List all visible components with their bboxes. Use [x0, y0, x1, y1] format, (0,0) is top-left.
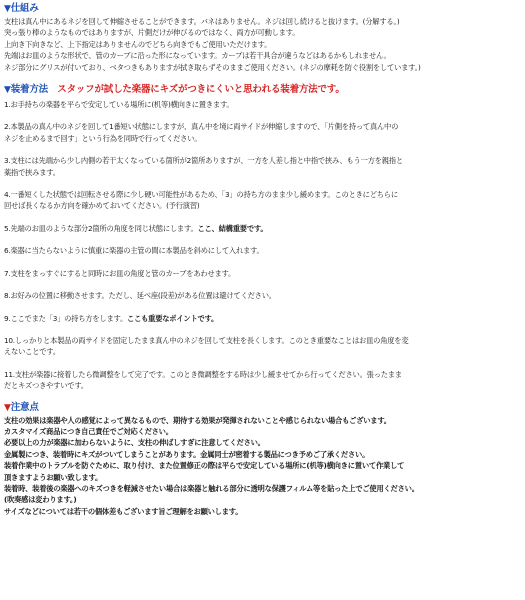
note-line: 金属製につき、装着時にキズがついてしまうことがあります。金属同士が密着する製品につき予めご了承ください。 [4, 449, 370, 459]
note-line: 必要以上の力が楽器に加わらないように、支柱の伸ばしすぎに注意してください。 [4, 438, 265, 448]
note-line: サイズなどについては若干の個体差もございます旨ご理解をお願いします。 [4, 506, 243, 516]
mechanism-line: 先端はお皿のような形状で、管のカーブに沿った形になっています。カーブは若干具合が違うなどはあるかもしれません。 [4, 51, 391, 61]
install-step [4, 155, 521, 178]
install-step [4, 121, 521, 144]
triangle-down-icon: ▼ [4, 402, 11, 413]
step10-line1: 10.しっかりと本製品の両サイドを固定したまま真ん中のネジを回して支柱を長くします。このとき重要なことはお皿の角度を変 [4, 335, 409, 345]
mechanism-heading: ▼仕組み [4, 3, 39, 14]
mechanism-line: 支柱は真ん中にあるネジを回して伸縮させることができます。バネはありません。ネジは回し続けると抜けます。(分解する。) [4, 17, 400, 26]
note-line-5b: 頂きますようお願い致します。 [4, 472, 103, 482]
step3-line2: 薬指で挟みます。 [4, 167, 60, 177]
step11-line1: 11.支柱が楽器に接着したら微調整をして完了です。このとき微調整をする時は少し緩ませてから行ってください。張ったまま [4, 369, 402, 379]
install-section [4, 83, 521, 392]
note-line-6a: 装着時、装着後の楽器へのキズつきを軽減させたい場合は楽器と触れる部分に透明な保護フィルム等を貼った上でご使用ください。 [4, 483, 419, 493]
step11-line2: だとキズつきやすいです。 [4, 381, 88, 391]
step3-line1: 3.支柱には先端から少し内側の若干太くなっている箇所が2箇所ありますが、一方を人差し指と中指で挟み、もう一方を親指と [4, 156, 403, 166]
install-subtitle: スタッフが試した楽器にキズがつきにくいと思われる装着方法です。 [57, 84, 345, 96]
triangle-down-icon: ▼ [4, 85, 11, 96]
mechanism-line: 上向き下向きなど、上下指定はありませんのでどちら向きでもご使用いただけます。 [4, 39, 272, 49]
step10-line2: えないことです。 [4, 347, 60, 357]
notes-section [4, 401, 521, 518]
install-step [4, 189, 521, 212]
note-line: カスタマイズ商品につき自己責任でご対応ください。 [4, 426, 173, 436]
install-heading: ▼装着方法 スタッフが試した楽器にキズがつきにくいと思われる装着方法です。 [4, 84, 345, 96]
install-step [4, 335, 521, 358]
note-line-6b: (吹奏感は変わります。) [4, 495, 77, 505]
mechanism-section [4, 2, 521, 73]
install-step: 1.お手持ちの楽器を平らで安定している場所に(机等)横向きに置きます。 [4, 100, 234, 110]
emphasis-text: ここ、結構重要です。 [197, 223, 268, 233]
step4-line2: 回せば長くなるか方向を確かめておいてください。(予行演習) [4, 201, 200, 211]
install-step: 5.先端のお皿のような部分2箇所の角度を同じ状態にします。ここ、結構重要です。 [4, 223, 268, 233]
note-line: 支柱の効果は楽器や人の感覚によって異なるもので、期待する効果が発揮されないことや感じられない場合もございます。 [4, 415, 391, 425]
install-step: 9.ここでまた「3」の持ち方をします。ここも重要なポイントです。 [4, 313, 219, 323]
install-step: 7.支柱をまっすぐにすると同時にお皿の角度と管のカーブをあわせます。 [4, 268, 236, 278]
install-step: 6.楽器に当たらないように慎重に楽器の主管の間に本製品を斜めにして入れます。 [4, 246, 264, 256]
emphasis-text: ここも重要なポイントです。 [127, 313, 219, 323]
step4-line1: 4.一番短くした状態では回転させる際に少し硬い可能性があるため、「3」の持ち方のまま少し緩めます。このときにどちらに [4, 190, 398, 200]
triangle-down-icon: ▼ [4, 4, 11, 14]
install-step: 8.お好みの位置に移動させます。ただし、延べ座(段差)がある位置は避けてください。 [4, 291, 276, 301]
step2-line1: 2.本製品の真ん中のネジを回して1番短い状態にしますが、真ん中を境に両サイドが伸縮しますので、「片側を持って真ん中の [4, 122, 399, 132]
mechanism-line: 突っ張り棒のようなものではありますが、片側だけが伸びるのではなく、両方が可動します。 [4, 28, 300, 38]
mechanism-line: ネジ部分にグリスが付いており、ベタつきもありますが拭き取らずそのままご使用ください。(ネジの摩耗を防ぐ役割をしています。) [4, 62, 421, 72]
note-line-5a: 装着作業中のトラブルを防ぐために、取り付け、また位置修正の際は平らで安定している場所に(机等)横向きに置いて作業して [4, 461, 405, 471]
install-step [4, 369, 521, 392]
step2-line2: ネジを止めるまで回す」という行為を同時で行ってください。 [4, 133, 202, 143]
notes-heading: ▼注意点 [4, 401, 39, 413]
